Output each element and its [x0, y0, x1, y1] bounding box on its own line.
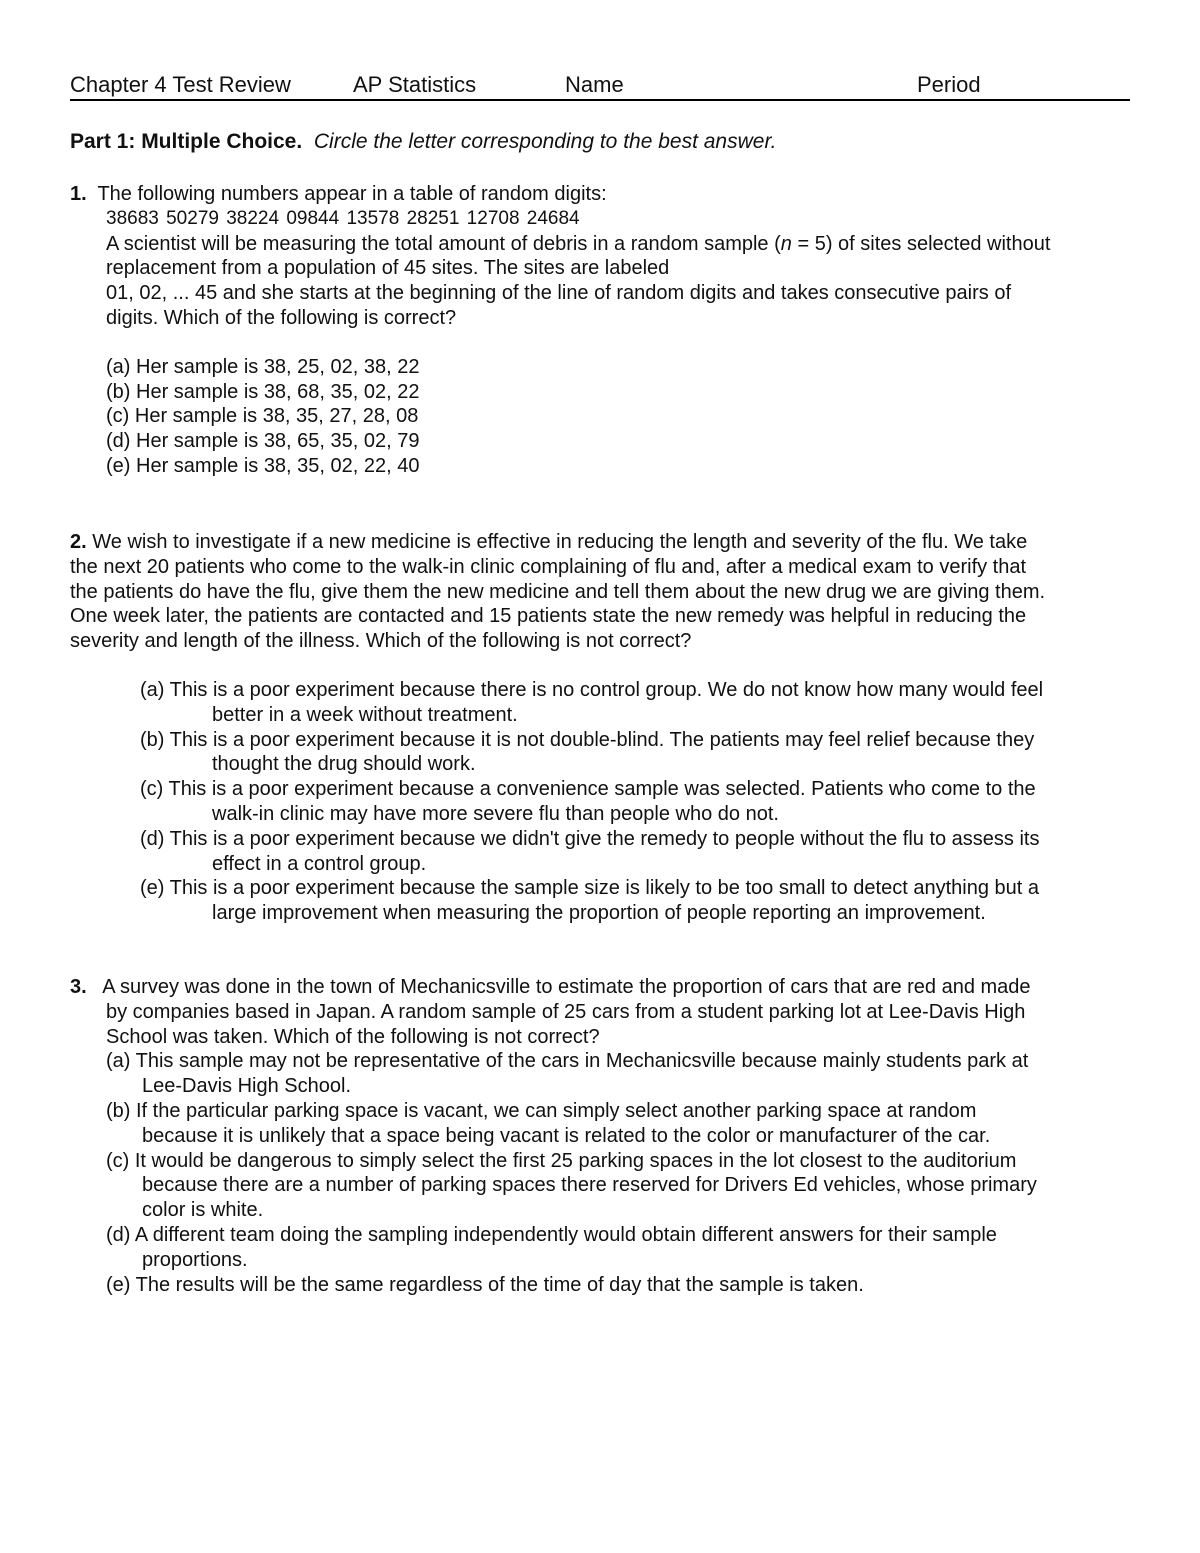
option-text: (e) This is a poor experiment because the sample size is likely to be too small to detect anything but a [140, 877, 1039, 900]
question-number: 1. [70, 183, 87, 205]
part-1-heading [70, 130, 1135, 155]
option-text: (d) This is a poor experiment because we didn't give the remedy to people without the flu to assess its [140, 827, 1040, 850]
question-text-line: the patients do have the flu, give them the new medicine and tell them about the new drug we are giving them. [70, 580, 1046, 603]
question-2 [70, 530, 1135, 926]
option-continuation: color is white. [142, 1199, 264, 1222]
question-text-part: = 5) of sites selected without [791, 232, 1051, 255]
sample-size-symbol: n [780, 232, 792, 255]
question-text-line: 01, 02, ... 45 and she starts at the beginning of the line of random digits and takes consecutive pairs of [106, 282, 1012, 305]
answer-option-b[interactable]: (b) Her sample is 38, 68, 35, 02, 22 [106, 380, 420, 403]
question-text-line: by companies based in Japan. A random sample of 25 cars from a student parking lot at Lee-Davis High [106, 1000, 1026, 1023]
question-text-line: A survey was done in the town of Mechanicsville to estimate the proportion of cars that are red and made [102, 976, 1031, 998]
period-label: Period [917, 72, 981, 97]
part-1-title: Part 1: Multiple Choice. [70, 130, 303, 153]
option-continuation: better in a week without treatment. [212, 703, 518, 726]
answer-option-a[interactable] [106, 1049, 1135, 1099]
option-text: (b) If the particular parking space is vacant, we can simply select another parking space at random [106, 1099, 977, 1122]
page-header [70, 70, 1130, 101]
question-number: 3. [70, 976, 87, 998]
option-continuation: large improvement when measuring the proportion of people reporting an improvement. [212, 902, 986, 925]
part-1-instruction: Circle the letter corresponding to the best answer. [313, 130, 777, 153]
question-text-line: One week later, the patients are contacted and 15 patients state the new remedy was helpful in reducing the [70, 605, 1027, 628]
option-text: (c) It would be dangerous to simply select the first 25 parking spaces in the lot closest to the auditorium [106, 1149, 1017, 1172]
answer-option-b[interactable] [70, 728, 1135, 778]
question-text-line: School was taken. Which of the following is not correct? [106, 1025, 600, 1048]
answer-option-d[interactable] [106, 1223, 1135, 1273]
question-intro: The following numbers appear in a table of random digits: [97, 183, 607, 205]
option-continuation: thought the drug should work. [212, 753, 476, 776]
question-text-line: severity and length of the illness. Which of the following is not correct? [70, 630, 692, 653]
answer-option-e[interactable] [70, 876, 1135, 926]
option-text: (a) This sample may not be representative of the cars in Mechanicsville because mainly students park at [106, 1050, 1029, 1073]
option-continuation: proportions. [142, 1248, 248, 1271]
name-label: Name [565, 72, 624, 97]
answer-option-a[interactable] [70, 678, 1135, 728]
option-text: (c) This is a poor experiment because a convenience sample was selected. Patients who come to the [140, 778, 1036, 801]
option-text: (a) This is a poor experiment because there is no control group. We do not know how many would feel [140, 678, 1044, 701]
option-continuation: Lee-Davis High School. [142, 1075, 351, 1098]
question-text-line: replacement from a population of 45 sites. The sites are labeled [106, 257, 670, 280]
answer-option-b[interactable] [106, 1099, 1135, 1149]
answer-option-a[interactable]: (a) Her sample is 38, 25, 02, 38, 22 [106, 355, 420, 378]
question-3 [70, 975, 1135, 1297]
question-text-part: A scientist will be measuring the total amount of debris in a random sample ( [106, 232, 781, 255]
answer-option-c[interactable]: (c) Her sample is 38, 35, 27, 28, 08 [106, 405, 419, 428]
answer-option-e[interactable]: (e) Her sample is 38, 35, 02, 22, 40 [106, 454, 420, 477]
random-digits: 38683 50279 38224 09844 13578 28251 12708 24684 [106, 207, 580, 229]
question-text-line: digits. Which of the following is correct? [106, 306, 457, 329]
question-text-line: the next 20 patients who come to the walk-in clinic complaining of flu and, after a medical exam to verify that [70, 555, 1027, 578]
question-text-line: We wish to investigate if a new medicine is effective in reducing the length and severity of the flu. We take [86, 531, 1028, 553]
answer-option-d[interactable] [70, 827, 1135, 877]
option-continuation: walk-in clinic may have more severe flu than people who do not. [212, 802, 779, 825]
question-number: 2. [70, 531, 87, 553]
course-name: AP Statistics [353, 72, 477, 97]
option-text: (b) This is a poor experiment because it is not double-blind. The patients may feel relief because they [140, 728, 1035, 751]
question-1 [70, 182, 1135, 479]
answer-option-c[interactable] [106, 1149, 1135, 1223]
option-continuation: because it is unlikely that a space being vacant is related to the color or manufacturer of the car. [142, 1124, 991, 1147]
option-continuation: because there are a number of parking spaces there reserved for Drivers Ed vehicles, whose primary [142, 1174, 1037, 1197]
answer-option-e[interactable] [106, 1273, 1135, 1298]
document-title: Chapter 4 Test Review [70, 72, 291, 97]
question-text-line [70, 232, 1135, 257]
answer-option-c[interactable] [70, 777, 1135, 827]
answer-option-d[interactable]: (d) Her sample is 38, 65, 35, 02, 79 [106, 430, 420, 453]
option-text: (d) A different team doing the sampling independently would obtain different answers for their sample [106, 1223, 997, 1246]
option-text: (e) The results will be the same regardless of the time of day that the sample is taken. [106, 1273, 864, 1296]
option-continuation: effect in a control group. [212, 852, 427, 875]
